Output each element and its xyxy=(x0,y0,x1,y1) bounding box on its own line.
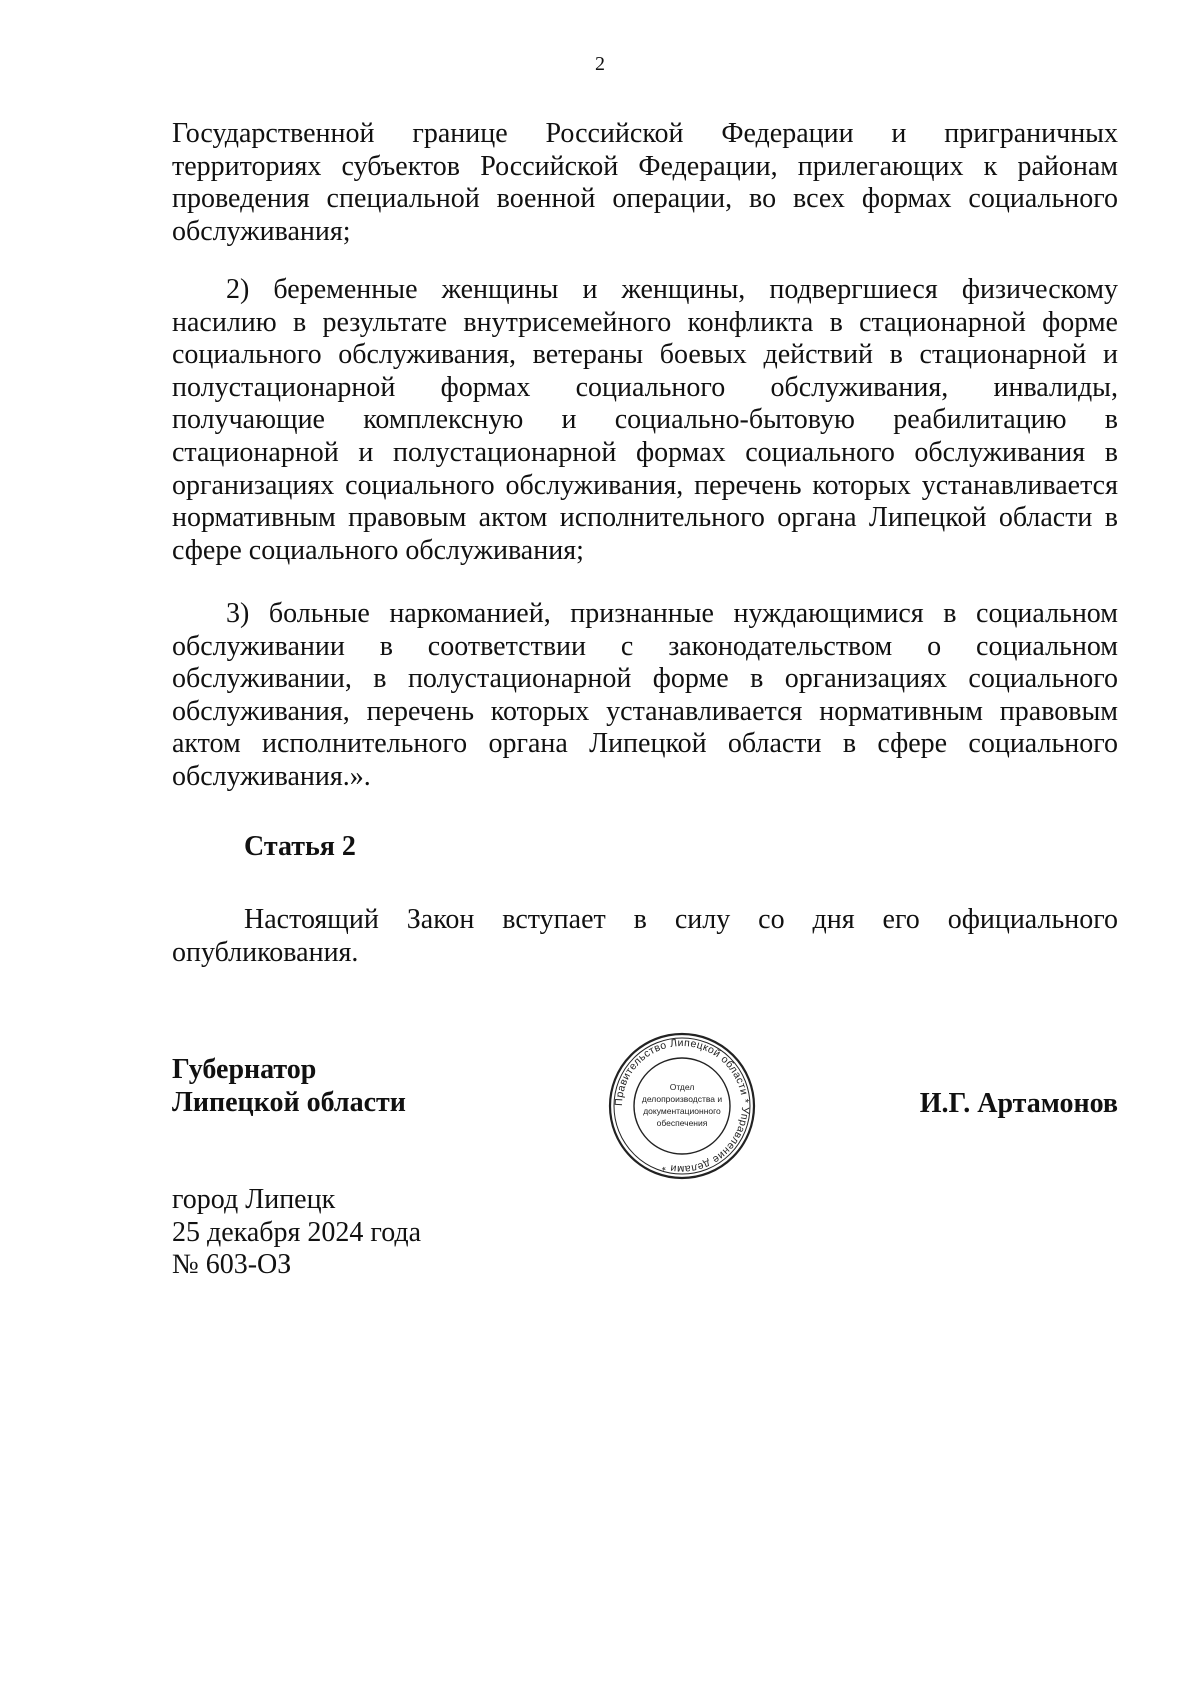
stamp-inner-line-1: Отдел xyxy=(669,1082,695,1092)
signatory-title-line-1: Губернатор xyxy=(172,1054,317,1085)
page-number: 2 xyxy=(595,53,605,75)
signatory-title xyxy=(172,1053,406,1119)
paragraph-article-2-text: Настоящий Закон вступает в силу со дня его официального опубликования. xyxy=(172,904,1118,968)
article-heading: Статья 2 xyxy=(244,831,356,862)
footer-law-number: № 603-ОЗ xyxy=(172,1249,292,1280)
stamp-outer-text: Правительство Липецкой области * Управление делами * xyxy=(612,1036,752,1176)
stamp-inner-line-4: обеспечения xyxy=(656,1118,708,1128)
signatory-title-line-2: Липецкой области xyxy=(172,1087,406,1118)
document-footer xyxy=(172,1184,421,1282)
stamp-inner-line-3: документационного xyxy=(643,1106,721,1116)
paragraph-continuation: Государственной границе Российской Федерации и приграничных территориях субъектов Российской Федерации, прилегающих к районам проведения специальной военной операции, во всех формах социального обслуживания; xyxy=(172,118,1118,247)
paragraph-item-3: 3) больные наркоманией, признанные нуждающимися в социальном обслуживании в соответствии с законодательством о социальном обслуживании, в полустационарной форме в организациях социального обслуживания, перечень которых устанавливается нормативным правовым актом исполнительного органа Липецкой области в сфере социального обслуживания.». xyxy=(172,598,1118,792)
footer-city: город Липецк xyxy=(172,1184,336,1215)
footer-date: 25 декабря 2024 года xyxy=(172,1216,422,1248)
stamp-inner-line-2: делопроизводства и xyxy=(641,1094,723,1104)
paragraph-item-2: 2) беременные женщины и женщины, подвергшиеся физическому насилию в результате внутрисемейного конфликта в стационарной форме социального обслуживания, ветераны боевых действий в стационарной и полустационарной формах социального обслуживания, инвалиды, получающие комплексную и социально-бытовую реабилитацию в стационарной и полустационарной формах социального обслуживания в организациях социального обслуживания, перечень которых устанавливается нормативным правовым актом исполнительного органа Липецкой области в сфере социального обслуживания; xyxy=(172,274,1118,566)
paragraph-article-2 xyxy=(172,904,1118,969)
official-stamp xyxy=(606,1030,758,1182)
signatory-name: И.Г. Артамонов xyxy=(919,1088,1118,1119)
